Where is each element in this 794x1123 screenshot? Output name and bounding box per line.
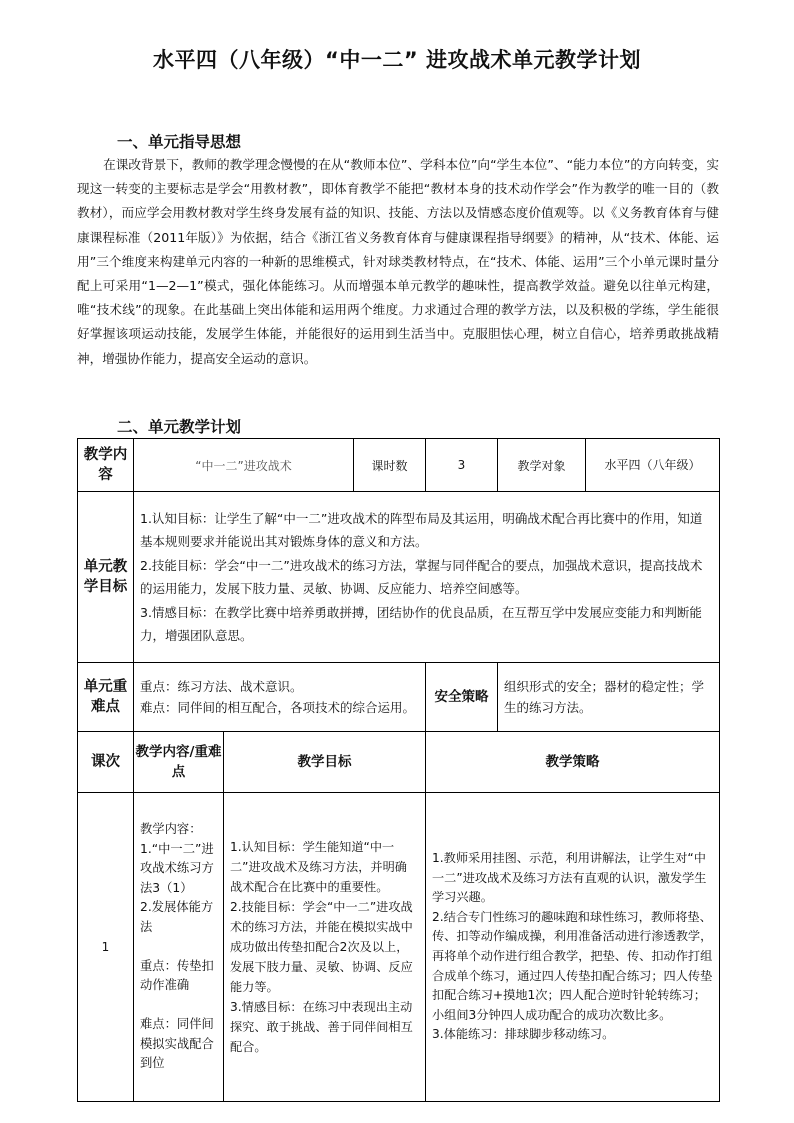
target-value-cell: 水平四（八年级）: [586, 439, 720, 492]
hours-label-cell: 课时数: [354, 439, 426, 492]
goal-emotion: 3.情感目标：在教学比赛中培养勇敢拼搏，团结协作的优良品质，在互帮互学中发展应变能力和判断能力，增强团队意思。: [140, 604, 702, 643]
safety-cell: 组织形式的安全；器材的稳定性；学生的练习方法。: [498, 663, 720, 732]
keypoints-cell: 重点：练习方法、战术意识。 难点：同伴间的相互配合，各项技术的综合运用。: [134, 663, 426, 732]
keypoints-label-cell: 单元重难点: [78, 663, 134, 732]
lesson-content-cell: 教学内容： 1.“中一二”进攻战术练习方法3（1） 2.发展体能方法 重点：传垫扣动作准确 难点：同伴间模拟实战配合到位: [134, 793, 224, 1102]
table-row-unit-goals: [78, 492, 720, 663]
section-heading-unit-plan: 二、单元教学计划: [117, 418, 242, 436]
goal-cognitive: 1.认知目标：让学生了解“中一二”进攻战术的阵型布局及其运用，明确战术配合再比赛中的作用，知道基本规则要求并能说出其对锻炼身体的意义和方法。: [140, 510, 703, 549]
content-value-cell: “中一二”进攻战术: [134, 439, 354, 492]
guiding-idea-paragraph: [77, 153, 719, 371]
table-row-lesson-1: [78, 793, 720, 1102]
lesson-strategy-cell: 1.教师采用挂图、示范，利用讲解法，让学生对“中一二”进攻战术及练习方法有直观的认识，激发学生学习兴趣。 2.结合专门性练习的趣味跑和球性练习，教师将垫、传、扣等动作编成操，利用准备活动进行渗透教学，再将单个动作进行组合教学，把垫、传、扣动作打组合成单个练习，通过四人传垫扣配合练习；四人传垫扣配合练习+摸地1次；四人配合逆时针轮转练习；小组间3分钟四人成功配合的成功次数比多。 3.体能练习：排球脚步移动练习。: [426, 793, 720, 1102]
lesson-number-cell: 1: [78, 793, 134, 1102]
goals-cell: [134, 492, 720, 663]
goal-skill: 2.技能目标：学会“中一二”进攻战术的练习方法，掌握与同伴配合的要点，加强战术意识，提高技战术的运用能力，发展下肢力量、灵敏、协调、反应能力、培养空间感等。: [140, 557, 703, 596]
content-label-cell: 教学内容: [78, 439, 134, 492]
safety-label-cell: 安全策略: [426, 663, 498, 732]
col-header-goal: 教学目标: [224, 732, 426, 793]
target-label-cell: 教学对象: [498, 439, 586, 492]
col-header-strategy: 教学策略: [426, 732, 720, 793]
goals-label-cell: 单元教学目标: [78, 492, 134, 663]
lesson-goal-cell: 1.认知目标：学生能知道“中一二”进攻战术及练习方法，并明确战术配合在比赛中的重要性。 2.技能目标：学会“中一二”进攻战术的练习方法，并能在模拟实战中成功做出传垫扣配合2次及以上，发展下肢力量、灵敏、协调、反应能力等。 3.情感目标：在练习中表现出主动探究、敢于挑战、善于同伴间相互配合。: [224, 793, 426, 1102]
page-title: 水平四（八年级）“中一二” 进攻战术单元教学计划: [153, 48, 641, 72]
col-header-content: 教学内容/重难点: [134, 732, 224, 793]
guiding-idea-text: 在课改背景下，教师的教学理念慢慢的在从“教师本位”、学科本位”向“学生本位”、“能力本位”的方向转变，实现这一转变的主要标志是学会“用教材教”，即体育教学不能把“教材本身的技术动作学会”作为教学的唯一目的（教教材），而应学会用教材教对学生终身发展有益的知识、技能、方法以及情感态度价值观等。以《义务教育体育与健康课程标准（2011年版）》为依据，结合《浙江省义务教育体育与健康课程指导纲要》的精神，从“技术、体能、运用”三个维度来构建单元内容的一种新的思维模式，针对球类教材特点，在“技术、体能、运用”三个小单元课时量分配上可采用“1—2—1”模式，强化体能练习。从而增强本单元教学的趣味性，提高教学效益。避免以往单元构建，唯“技术线”的现象。在此基础上突出体能和运用两个维度。力求通过合理的教学方法，以及积极的学练，学生能很好掌握该项运动技能，发展学生体能，并能很好的运用到生活当中。克服胆怯心理，树立自信心，培养勇敢挑战精神，增强协作能力，提高安全运动的意识。: [77, 157, 719, 366]
unit-plan-table: [77, 438, 720, 1102]
col-header-lesson: 课次: [78, 732, 134, 793]
hours-value-cell: 3: [426, 439, 498, 492]
table-row-keypoints: [78, 663, 720, 732]
section-heading-guiding-idea: 一、单元指导思想: [117, 133, 242, 151]
table-row-basic-info: [78, 439, 720, 492]
table-row-lesson-header: [78, 732, 720, 793]
